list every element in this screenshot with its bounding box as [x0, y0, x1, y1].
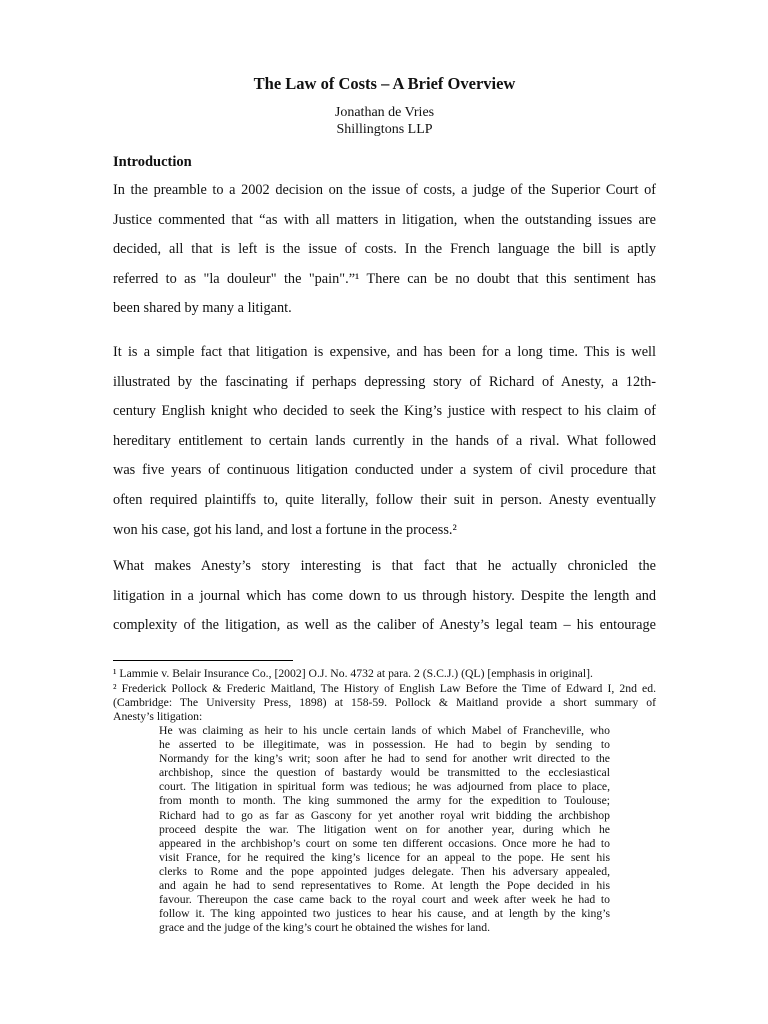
footnote-line: ¹ Lammie v. Belair Insurance Co., [2002] O.J. No. 4732 at para. 2 (S.C.J.) (QL) [emphasis in original].	[113, 667, 593, 680]
quote-line: court. The litigation in spiritual form was tedious; he was adjourned from place to place,	[159, 780, 610, 794]
paragraph-2	[113, 338, 656, 545]
paragraph-line: complexity of the litigation, as well as the caliber of Anesty’s legal team – his entourage	[113, 617, 656, 634]
footnote-line: ² Frederick Pollock & Frederic Maitland, The History of English Law Before the Time of Edward I, 2nd ed.	[113, 682, 656, 695]
quote-line: grace and the judge of the king’s court he obtained the wishes for land.	[159, 921, 491, 935]
footnote-1	[113, 667, 656, 681]
paragraph-line: Justice commented that “as with all matters in litigation, when the outstanding issues are	[113, 211, 656, 228]
paragraph-line: illustrated by the fascinating if perhaps depressing story of Richard of Anesty, a 12th-	[113, 373, 656, 390]
quote-line: follow it. The king appointed two justices to hear his cause, and at length by the king’s	[159, 907, 610, 921]
quote-line: clerks to Rome and the pope appointed judges delegate. Then his adversary appealed,	[159, 864, 610, 878]
footnote-line: (Cambridge: The University Press, 1898) at 158-59. Pollock & Maitland provide a short summary of	[113, 696, 656, 710]
footnote-divider	[113, 660, 293, 661]
author-firm: Shillingtons LLP	[336, 122, 433, 137]
paragraph-line: What makes Anesty’s story interesting is that fact that he actually chronicled the	[113, 558, 656, 574]
paragraph-1	[113, 176, 656, 324]
paragraph-line: In the preamble to a 2002 decision on the issue of costs, a judge of the Superior Court of	[113, 182, 656, 198]
paragraph-3	[113, 552, 656, 641]
quote-line: Normandy for the king’s writ; soon after he had to send for another writ directed to the	[159, 752, 610, 766]
quote-line: Richard had to go as far as Gascony for yet another royal writ bidding the archbishop	[159, 808, 610, 822]
quote-line: and again he had to send representatives to Rome. At length the Pope decided in his	[159, 879, 610, 893]
quote-line: appeared in the archbishop’s court on some ten different occasions. Once more he had to	[159, 836, 610, 850]
paragraph-line: often required plaintiffs to, quite literally, follow their suit in person. Anesty eventually	[113, 491, 656, 508]
author-name: Jonathan de Vries	[334, 105, 435, 120]
quote-line: visit France, for he required the king’s licence for an appeal to the pope. He sent his	[159, 850, 610, 864]
quote-line: archbishop, since the question of bastardy would be transmitted to the ecclesiastical	[159, 766, 610, 780]
paragraph-line: won his case, got his land, and lost a fortune in the process.²	[113, 521, 457, 538]
author-block	[113, 104, 656, 138]
quote-line: from month to month. The king summoned the army for the expedition to Toulouse;	[159, 794, 610, 808]
paragraph-line: been shared by many a litigant.	[113, 300, 292, 317]
block-quote	[159, 724, 610, 935]
footnote-2	[113, 682, 656, 724]
footnote-line: Anesty’s litigation:	[113, 710, 203, 724]
paragraph-line: referred to as "la douleur" the "pain".”¹ There can be no doubt that this sentiment has	[113, 270, 656, 287]
paragraph-line: hereditary entitlement to certain lands currently in the hands of a rival. What followed	[113, 432, 656, 449]
paragraph-line: was five years of continuous litigation conducted under a system of civil procedure that	[113, 462, 656, 479]
paragraph-line: It is a simple fact that litigation is expensive, and has been for a long time. This is well	[113, 344, 656, 360]
quote-line: He was claiming as heir to his uncle certain lands of which Mabel of Francheville, who	[159, 724, 610, 737]
paragraph-line: century English knight who decided to seek the King’s justice with respect to his claim of	[113, 403, 656, 420]
paragraph-line: decided, all that is left is the issue of costs. In the French language the bill is aptly	[113, 241, 656, 258]
paragraph-line: litigation in a journal which has come down to us through history. Despite the length and	[113, 587, 656, 604]
quote-line: favour. Thereupon the case came back to the royal court and week after week he had to	[159, 893, 610, 907]
quote-line: he asserted to be illegitimate, was in possession. He had to begin by sending to	[159, 738, 610, 752]
document-title: The Law of Costs – A Brief Overview	[253, 74, 516, 93]
section-heading: Introduction	[113, 154, 192, 170]
quote-line: proceed despite the war. The litigation went on for another year, during which he	[159, 822, 610, 836]
